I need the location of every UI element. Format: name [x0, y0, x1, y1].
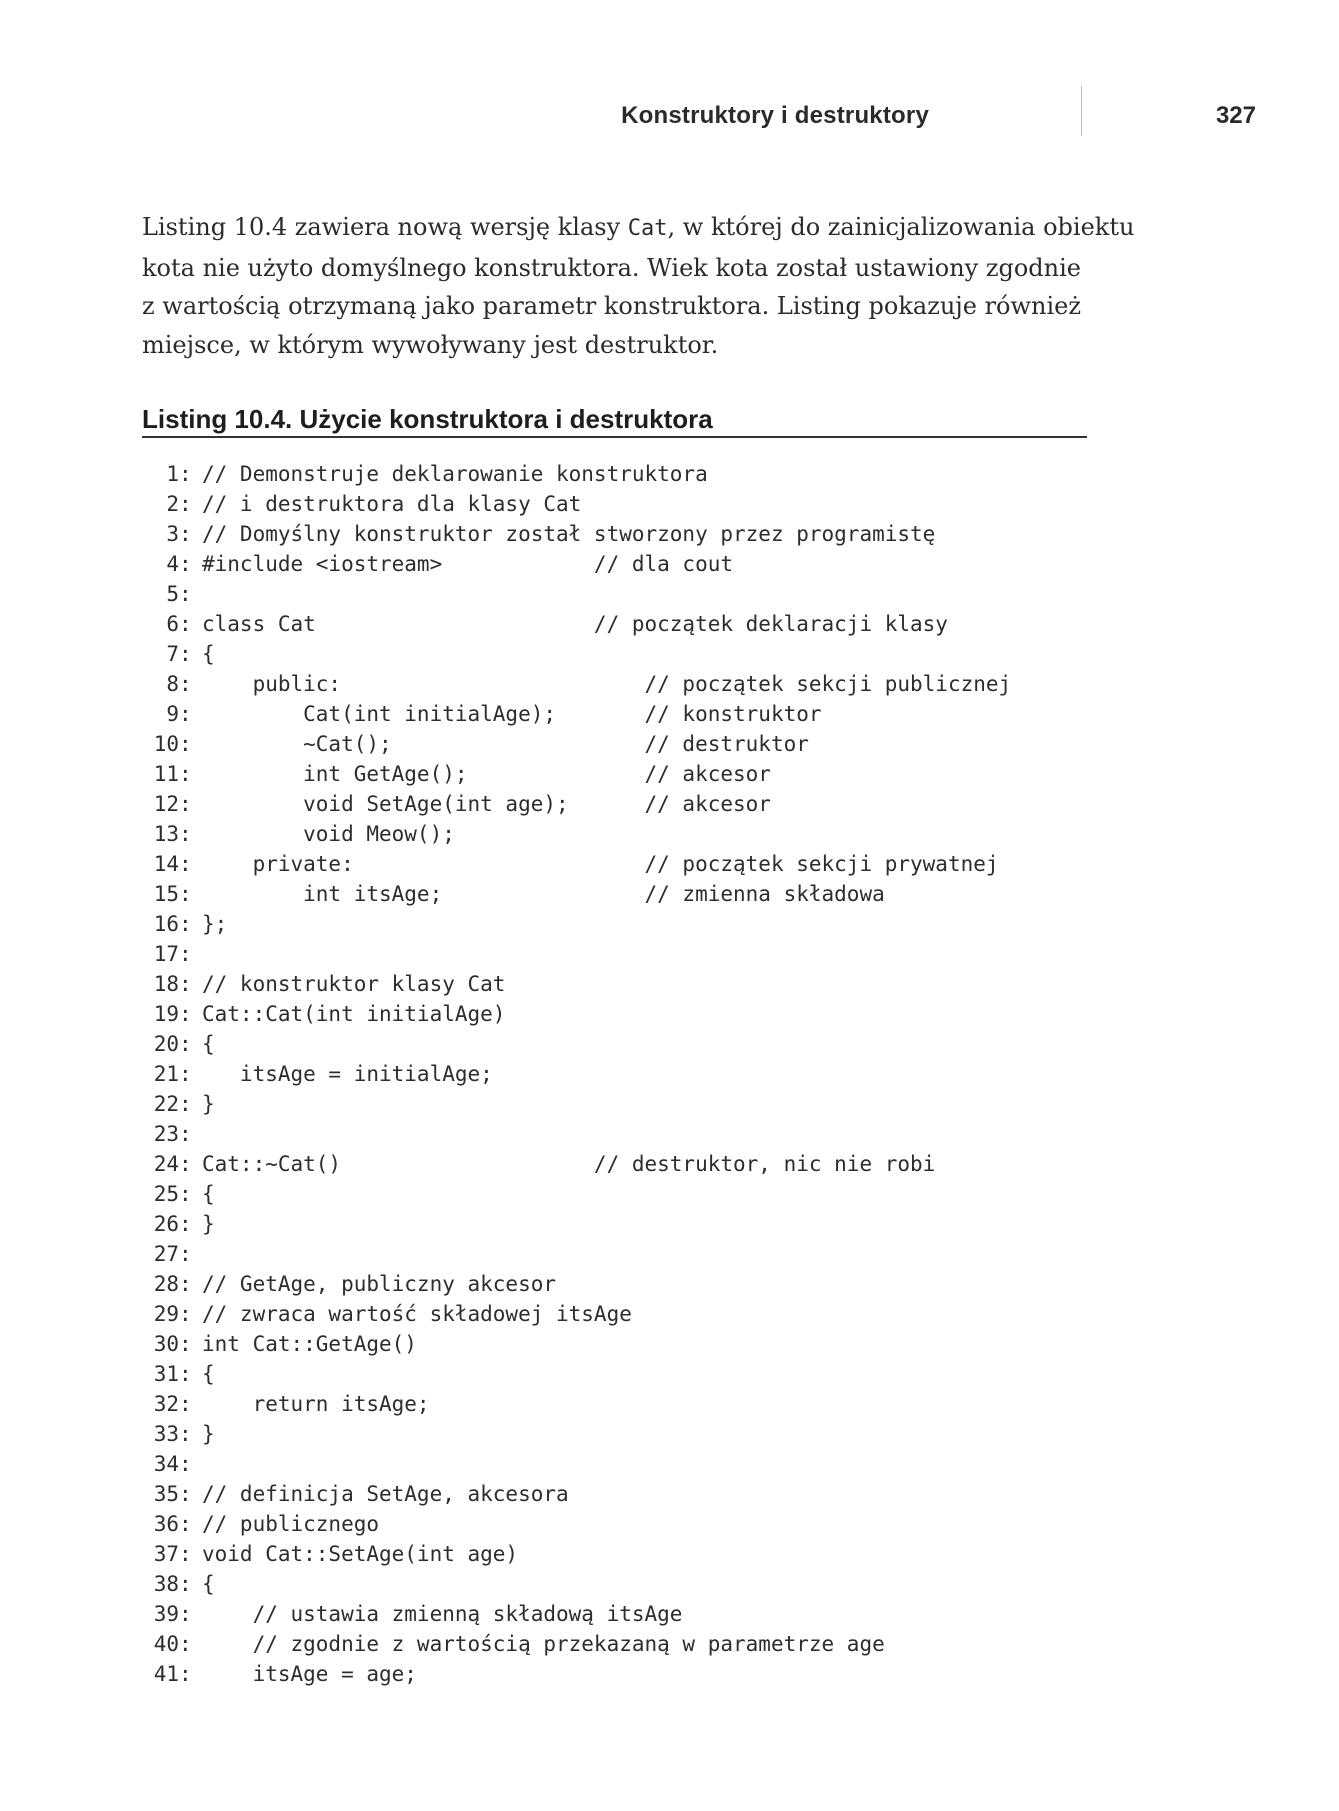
code-line [140, 849, 1140, 879]
code-line [140, 759, 1140, 789]
code-line [140, 1299, 1140, 1329]
code-text: // Demonstruje deklarowanie konstruktora [202, 462, 708, 486]
line-number: 19 [153, 1002, 179, 1026]
code-text: // GetAge, publiczny akcesor [202, 1272, 557, 1296]
line-number-colon: : [179, 1482, 192, 1506]
line-number: 12 [153, 792, 179, 816]
code-text: // publicznego [202, 1512, 380, 1536]
code-line [140, 1239, 1140, 1269]
line-number-colon: : [179, 1662, 192, 1686]
line-number-colon: : [179, 762, 192, 786]
code-line [140, 1029, 1140, 1059]
line-number-colon: : [179, 1182, 192, 1206]
code-line [140, 1449, 1140, 1479]
code-text: itsAge = initialAge; [202, 1062, 493, 1086]
code-text: int Cat::GetAge() [202, 1332, 417, 1356]
code-text: class Cat // początek deklaracji klasy [202, 612, 948, 636]
code-text: { [202, 1032, 215, 1056]
line-number-colon: : [179, 1332, 192, 1356]
code-line [140, 699, 1140, 729]
code-line [140, 1659, 1140, 1689]
code-line [140, 489, 1140, 519]
line-number-colon: : [179, 552, 192, 576]
code-text: return itsAge; [202, 1392, 430, 1416]
code-text: }; [202, 912, 228, 936]
line-number-colon: : [179, 612, 192, 636]
line-number-colon: : [179, 1152, 192, 1176]
line-number-colon: : [179, 972, 192, 996]
line-number-colon: : [179, 1542, 192, 1566]
header-divider [1081, 86, 1082, 136]
intro-line-1 [142, 208, 1135, 249]
line-number: 38 [153, 1572, 179, 1596]
code-line [140, 609, 1140, 639]
code-text: ~Cat(); // destruktor [202, 732, 809, 756]
code-line [140, 879, 1140, 909]
code-line [140, 1419, 1140, 1449]
line-number: 29 [153, 1302, 179, 1326]
line-number: 9 [166, 702, 179, 726]
code-line [140, 1509, 1140, 1539]
line-number-colon: : [179, 732, 192, 756]
line-number-colon: : [179, 822, 192, 846]
line-number-colon: : [179, 1362, 192, 1386]
code-text: // i destruktora dla klasy Cat [202, 492, 582, 516]
code-listing [140, 459, 1140, 1689]
code-text: // definicja SetAge, akcesora [202, 1482, 569, 1506]
line-number: 24 [153, 1152, 179, 1176]
line-number: 30 [153, 1332, 179, 1356]
code-line [140, 819, 1140, 849]
line-number-colon: : [179, 1242, 192, 1266]
code-text: void SetAge(int age); // akcesor [202, 792, 771, 816]
code-text: Cat::~Cat() // destruktor, nic nie robi [202, 1152, 936, 1176]
code-text: public: // początek sekcji publicznej [202, 672, 1012, 696]
code-line [140, 1629, 1140, 1659]
line-number: 4 [166, 552, 179, 576]
code-line [140, 1539, 1140, 1569]
line-number-colon: : [179, 1092, 192, 1116]
line-number: 41 [153, 1662, 179, 1686]
line-number-colon: : [179, 1452, 192, 1476]
line-number: 20 [153, 1032, 179, 1056]
line-number: 15 [153, 882, 179, 906]
code-line [140, 1119, 1140, 1149]
line-number: 39 [153, 1602, 179, 1626]
line-number-colon: : [179, 1572, 192, 1596]
running-title: Konstruktory i destruktory [621, 102, 929, 129]
code-line [140, 639, 1140, 669]
line-number: 8 [166, 672, 179, 696]
intro-line-1-end: , w której do zainicjalizowania obiektu [667, 213, 1135, 241]
intro-line-1-start: Listing 10.4 zawiera nową wersję klasy [142, 213, 628, 241]
code-line [140, 939, 1140, 969]
intro-line-3: z wartością otrzymaną jako parametr konstruktora. Listing pokazuje również [142, 292, 1082, 320]
code-text: { [202, 642, 215, 666]
code-line [140, 1209, 1140, 1239]
line-number-colon: : [179, 882, 192, 906]
code-text: } [202, 1212, 215, 1236]
line-number-colon: : [179, 1422, 192, 1446]
code-line [140, 1089, 1140, 1119]
line-number: 1 [166, 462, 179, 486]
line-number-colon: : [179, 462, 192, 486]
code-text: // konstruktor klasy Cat [202, 972, 506, 996]
code-text: { [202, 1182, 215, 1206]
code-text: Cat(int initialAge); // konstruktor [202, 702, 822, 726]
code-line [140, 519, 1140, 549]
line-number: 40 [153, 1632, 179, 1656]
code-line [140, 1179, 1140, 1209]
code-line [140, 1269, 1140, 1299]
code-line [140, 1359, 1140, 1389]
line-number-colon: : [179, 1632, 192, 1656]
line-number: 32 [153, 1392, 179, 1416]
code-text: { [202, 1572, 215, 1596]
code-text: #include <iostream> // dla cout [202, 552, 734, 576]
line-number: 16 [153, 912, 179, 936]
line-number: 5 [166, 582, 179, 606]
line-number-colon: : [179, 912, 192, 936]
code-text: } [202, 1092, 215, 1116]
line-number: 3 [166, 522, 179, 546]
code-line [140, 1569, 1140, 1599]
line-number-colon: : [179, 582, 192, 606]
line-number: 26 [153, 1212, 179, 1236]
code-line [140, 789, 1140, 819]
running-head [0, 100, 1339, 140]
line-number: 10 [153, 732, 179, 756]
listing-title: Listing 10.4. Użycie konstruktora i destruktora [142, 404, 1087, 438]
line-number-colon: : [179, 1032, 192, 1056]
code-text: // zgodnie z wartością przekazaną w parametrze age [202, 1632, 885, 1656]
intro-line-4: miejsce, w którym wywoływany jest destruktor. [142, 330, 719, 359]
code-line [140, 999, 1140, 1029]
code-line [140, 1059, 1140, 1089]
line-number-colon: : [179, 1512, 192, 1536]
code-text: // zwraca wartość składowej itsAge [202, 1302, 632, 1326]
line-number: 34 [153, 1452, 179, 1476]
line-number-colon: : [179, 1602, 192, 1626]
line-number: 13 [153, 822, 179, 846]
line-number: 31 [153, 1362, 179, 1386]
code-text: Cat::Cat(int initialAge) [202, 1002, 506, 1026]
code-line [140, 1479, 1140, 1509]
code-text: int itsAge; // zmienna składowa [202, 882, 885, 906]
code-line [140, 459, 1140, 489]
code-text: void Meow(); [202, 822, 455, 846]
line-number-colon: : [179, 1392, 192, 1416]
line-number-colon: : [179, 792, 192, 816]
code-text: } [202, 1422, 215, 1446]
line-number-colon: : [179, 852, 192, 876]
code-text: itsAge = age; [202, 1662, 417, 1686]
code-text: { [202, 1362, 215, 1386]
code-line [140, 1149, 1140, 1179]
line-number-colon: : [179, 492, 192, 516]
code-line [140, 1389, 1140, 1419]
line-number-colon: : [179, 942, 192, 966]
code-text: // Domyślny konstruktor został stworzony przez programistę [202, 522, 936, 546]
line-number: 6 [166, 612, 179, 636]
intro-paragraph [142, 208, 1135, 364]
line-number: 18 [153, 972, 179, 996]
line-number-colon: : [179, 1272, 192, 1296]
line-number: 23 [153, 1122, 179, 1146]
code-line [140, 579, 1140, 609]
line-number-colon: : [179, 1002, 192, 1026]
line-number: 35 [153, 1482, 179, 1506]
line-number-colon: : [179, 672, 192, 696]
line-number-colon: : [179, 702, 192, 726]
code-line [140, 1329, 1140, 1359]
line-number-colon: : [179, 1212, 192, 1236]
code-line [140, 549, 1140, 579]
line-number: 36 [153, 1512, 179, 1536]
line-number: 14 [153, 852, 179, 876]
code-text: void Cat::SetAge(int age) [202, 1542, 519, 1566]
line-number: 21 [153, 1062, 179, 1086]
line-number: 11 [153, 762, 179, 786]
line-number: 7 [166, 642, 179, 666]
code-line [140, 969, 1140, 999]
line-number-colon: : [179, 1302, 192, 1326]
line-number: 22 [153, 1092, 179, 1116]
line-number: 28 [153, 1272, 179, 1296]
code-line [140, 729, 1140, 759]
line-number: 27 [153, 1242, 179, 1266]
page-number: 327 [1215, 102, 1256, 129]
line-number: 37 [153, 1542, 179, 1566]
code-line [140, 1599, 1140, 1629]
code-text: // ustawia zmienną składową itsAge [202, 1602, 683, 1626]
code-text: private: // początek sekcji prywatnej [202, 852, 999, 876]
code-text: int GetAge(); // akcesor [202, 762, 771, 786]
line-number: 17 [153, 942, 179, 966]
code-line [140, 669, 1140, 699]
line-number: 33 [153, 1422, 179, 1446]
code-line [140, 909, 1140, 939]
inline-code-cat: Cat [627, 216, 668, 241]
intro-line-2: kota nie użyto domyślnego konstruktora. Wiek kota został ustawiony zgodnie [142, 253, 1081, 282]
line-number: 25 [153, 1182, 179, 1206]
line-number: 2 [166, 492, 179, 516]
line-number-colon: : [179, 1122, 192, 1146]
line-number-colon: : [179, 1062, 192, 1086]
line-number-colon: : [179, 642, 192, 666]
line-number-colon: : [179, 522, 192, 546]
